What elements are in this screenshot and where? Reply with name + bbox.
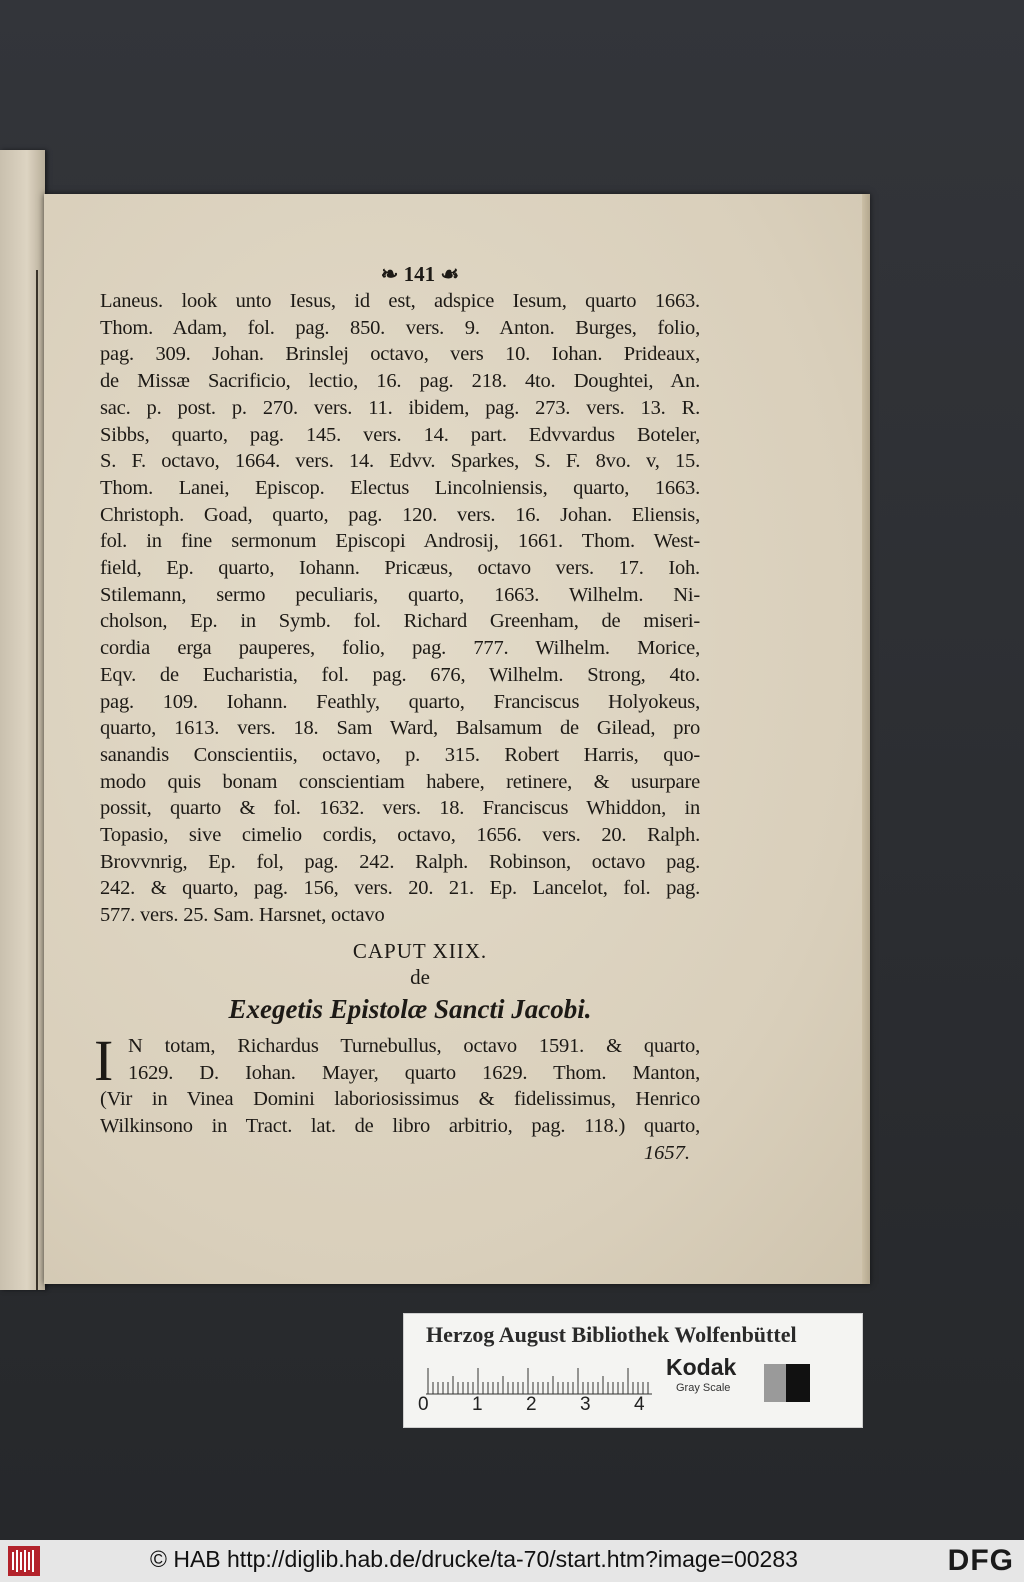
gray-patch-mid: [764, 1364, 786, 1402]
paragraph-line: Wilkinsono in Tract. lat. de libro arbitrio, pag. 118.) quarto,: [100, 1114, 700, 1137]
text-line: Thom. Lanei, Episcop. Electus Lincolniensis, quarto, 1663.: [100, 476, 700, 499]
text-line: field, Ep. quarto, Iohann. Pricæus, octavo vers. 17. Ioh.: [100, 557, 700, 580]
ruler-number: 3: [580, 1394, 591, 1415]
ruler-number: 1: [472, 1394, 483, 1415]
chapter-subtitle: Exegetis Epistolæ Sancti Jacobi.: [228, 993, 592, 1024]
page-edge: [862, 194, 870, 1284]
text-line: Laneus. look unto Iesus, id est, adspice Iesum, quarto 1663.: [100, 290, 700, 312]
text-line: cholson, Ep. in Symb. fol. Richard Greenham, de miseri-: [100, 610, 700, 633]
text-line: de Missæ Sacrificio, lectio, 16. pag. 218. 4to. Doughtei, An.: [100, 370, 700, 393]
text-line: Eqv. de Eucharistia, fol. pag. 676, Wilhelm. Strong, 4to.: [100, 663, 700, 686]
text-line: S. F. octavo, 1664. vers. 14. Edvv. Sparkes, S. F. 8vo. v, 15.: [100, 450, 700, 473]
text-line: Topasio, sive cimelio cordis, octavo, 1656. vers. 20. Ralph.: [100, 824, 700, 847]
ruler-scale: [424, 1360, 654, 1398]
folio-number: 141: [403, 262, 436, 286]
text-line: Thom. Adam, fol. pag. 850. vers. 9. Anton. Burges, folio,: [100, 316, 700, 339]
chapter-heading: CAPUT XIIX.: [352, 938, 488, 963]
text-line: modo quis bonam conscientiam habere, retinere, & usurpare: [100, 770, 700, 793]
text-line: Brovvnrig, Ep. fol, pag. 242. Ralph. Robinson, octavo pag.: [100, 850, 700, 873]
text-line: 242. & quarto, pag. 156, vers. 20. 21. Ep. Lancelot, fol. pag.: [100, 877, 700, 900]
library-name: Herzog August Bibliothek Wolfenbüttel: [426, 1322, 797, 1347]
chapter-paragraph: [94, 1027, 700, 1166]
gray-scale-label: Gray Scale: [676, 1382, 731, 1394]
paragraph-last-line: 1657.: [643, 1141, 690, 1164]
folio-ornament-right: ☙: [435, 262, 460, 286]
ruler-number: 2: [526, 1394, 537, 1415]
text-line: Stilemann, sermo peculiaris, quarto, 1663. Wilhelm. Ni-: [100, 583, 700, 606]
text-line: cordia erga pauperes, folio, pag. 777. Wilhelm. Morice,: [100, 637, 700, 660]
text-line: 577. vers. 25. Sam. Harsnet, octavo: [100, 904, 385, 927]
gray-patch-black: [786, 1364, 810, 1402]
ruler-number: 0: [418, 1394, 429, 1415]
paragraph-line: N totam, Richardus Turnebullus, octavo 1591. & quarto,: [128, 1034, 700, 1057]
text-line: fol. in fine sermonum Episcopi Androsij, 1661. Thom. West-: [100, 530, 700, 553]
ruler-numbers: [418, 1394, 688, 1416]
text-line: sac. p. post. p. 270. vers. 11. ibidem, pag. 273. vers. 13. R.: [100, 396, 700, 419]
text-line: pag. 109. Iohann. Feathly, quarto, Franciscus Holyokeus,: [100, 690, 700, 713]
text-line: sanandis Conscientiis, octavo, p. 315. Robert Harris, quo-: [100, 743, 700, 766]
dfg-logo: DFG: [947, 1544, 1014, 1577]
copyright-url[interactable]: © HAB http://diglib.hab.de/drucke/ta-70/start.htm?image=00283: [150, 1546, 798, 1572]
previous-page-edge: [0, 150, 45, 1290]
page-number: [140, 260, 700, 288]
hab-logo-icon: [8, 1546, 40, 1576]
book-page: [44, 194, 870, 1284]
text-line: Sibbs, quarto, pag. 145. vers. 14. part. Edvvardus Boteler,: [100, 423, 700, 446]
paragraph-line: 1629. D. Iohan. Mayer, quarto 1629. Thom. Manton,: [128, 1061, 700, 1084]
page-text: [94, 260, 700, 1166]
ruler-number: 4: [634, 1394, 645, 1415]
text-line: possit, quarto & fol. 1632. vers. 18. Franciscus Whiddon, in: [100, 797, 700, 820]
text-line: pag. 309. Johan. Brinslej octavo, vers 10. Iohan. Prideaux,: [100, 343, 700, 366]
body-lines: [100, 288, 700, 929]
drop-initial: I: [94, 1027, 114, 1093]
paragraph-lines: [100, 1033, 700, 1140]
library-color-card: [403, 1313, 863, 1428]
chapter-de: de: [410, 964, 430, 989]
paragraph-line: (Vir in Vinea Domini laboriosissimus & fidelissimus, Henrico: [100, 1088, 700, 1111]
kodak-logo: Kodak: [666, 1354, 737, 1380]
footer-bar: [0, 1540, 1024, 1582]
text-line: Christoph. Goad, quarto, pag. 120. vers. 16. Johan. Eliensis,: [100, 503, 700, 526]
text-line: quarto, 1613. vers. 18. Sam Ward, Balsamum de Gilead, pro: [100, 717, 700, 740]
folio-ornament-left: ❧: [380, 262, 404, 286]
